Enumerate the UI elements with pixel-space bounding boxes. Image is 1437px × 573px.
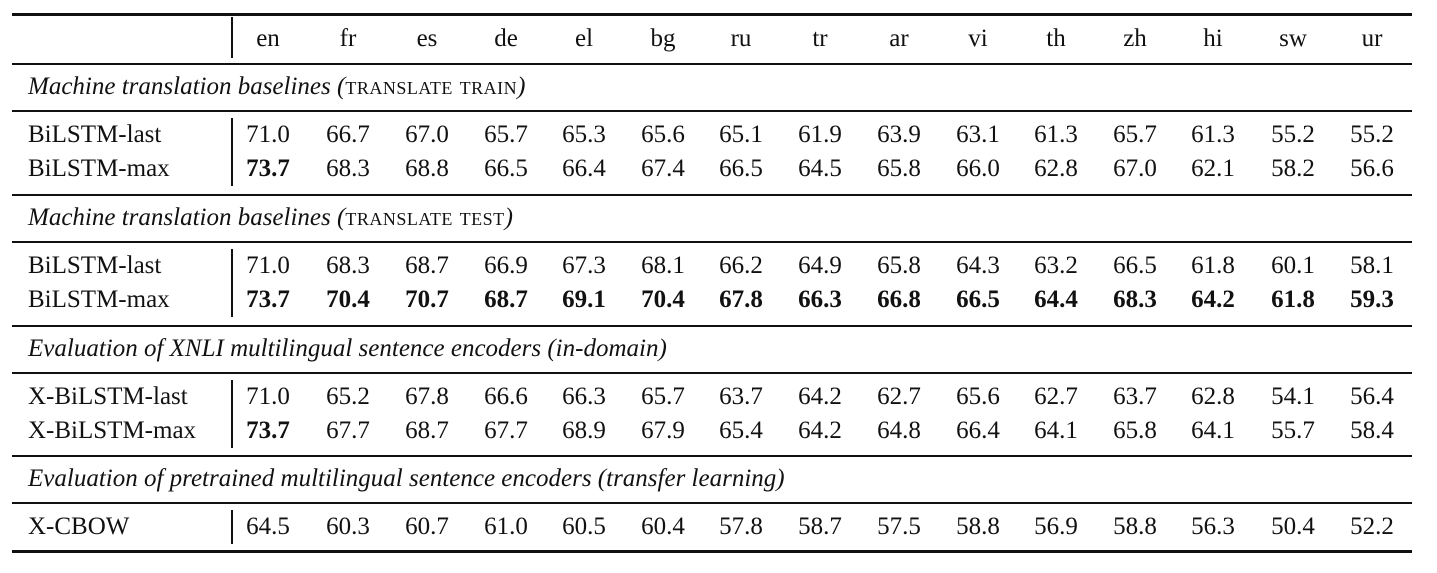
section-title-smallcaps: translate train [345, 73, 518, 100]
row-label: BiLSTM-last [28, 252, 162, 279]
header-ru: ru [730, 25, 752, 52]
value-hi: 64.1 [1191, 417, 1235, 444]
header-el: el [574, 25, 594, 52]
header-zh: zh [1123, 25, 1147, 52]
row-label: BiLSTM-max [28, 155, 170, 182]
header-bg: bg [650, 25, 676, 52]
value-el: 68.9 [562, 417, 606, 444]
value-fr: 66.7 [326, 121, 370, 148]
section-title-text: Machine translation baselines ( [28, 204, 346, 231]
value-ur: 52.2 [1350, 513, 1394, 540]
value-hi: 62.8 [1191, 383, 1235, 410]
value-sw: 50.4 [1271, 513, 1315, 540]
mid-rule [12, 110, 1412, 112]
table-row [12, 152, 1412, 186]
value-ar: 57.5 [877, 513, 921, 540]
value-vi: 65.6 [956, 383, 1000, 410]
header-ur: ur [1361, 25, 1383, 52]
value-bg: 65.6 [641, 121, 685, 148]
value-de: 66.9 [484, 252, 528, 279]
header-en: en [256, 25, 280, 52]
header-sw: sw [1279, 25, 1307, 52]
value-tr: 64.2 [798, 417, 842, 444]
value-de: 67.7 [484, 417, 528, 444]
value-hi: 61.3 [1191, 121, 1235, 148]
table-row [12, 118, 1412, 152]
value-vi: 66.0 [956, 155, 1000, 182]
value-vi: 66.4 [956, 417, 1000, 444]
value-ar: 63.9 [877, 121, 921, 148]
value-el: 69.1 [562, 286, 606, 313]
value-ar: 66.8 [877, 286, 921, 313]
value-tr: 64.2 [798, 383, 842, 410]
value-el: 66.4 [562, 155, 606, 182]
value-vi: 63.1 [956, 121, 1000, 148]
row-label: X-BiLSTM-last [28, 383, 188, 410]
value-de: 68.7 [484, 286, 528, 313]
value-tr: 61.9 [798, 121, 842, 148]
value-sw: 55.7 [1271, 417, 1315, 444]
mid-rule [12, 241, 1412, 243]
value-tr: 64.5 [798, 155, 842, 182]
value-ur: 58.1 [1350, 252, 1394, 279]
value-ru: 65.1 [719, 121, 763, 148]
value-es: 68.7 [405, 252, 449, 279]
value-bg: 65.7 [641, 383, 685, 410]
value-sw: 55.2 [1271, 121, 1315, 148]
row-label: BiLSTM-max [28, 286, 170, 313]
value-th: 62.8 [1034, 155, 1078, 182]
value-ru: 57.8 [719, 513, 763, 540]
value-de: 66.5 [484, 155, 528, 182]
section-title-text: Evaluation of XNLI multilingual sentence encoders (in-domain) [28, 335, 667, 362]
value-es: 68.7 [405, 417, 449, 444]
row-label: X-CBOW [28, 513, 130, 540]
value-th: 64.4 [1034, 286, 1078, 313]
value-el: 66.3 [562, 383, 606, 410]
header-tr: tr [812, 25, 828, 52]
value-bg: 67.9 [641, 417, 685, 444]
value-sw: 58.2 [1271, 155, 1315, 182]
row-label: X-BiLSTM-max [28, 417, 197, 444]
value-en: 73.7 [246, 155, 290, 182]
mid-rule [12, 455, 1412, 457]
value-ur: 56.6 [1350, 155, 1394, 182]
value-ru: 66.2 [719, 252, 763, 279]
header-de: de [494, 25, 518, 52]
value-vi: 58.8 [956, 513, 1000, 540]
value-en: 73.7 [246, 417, 290, 444]
value-th: 62.7 [1034, 383, 1078, 410]
section-title [28, 462, 785, 496]
table-row [12, 510, 1412, 544]
section-title-text: Evaluation of pretrained multilingual sentence encoders (transfer learning) [28, 465, 785, 492]
value-bg: 70.4 [641, 286, 685, 313]
value-ur: 58.4 [1350, 417, 1394, 444]
top-rule [12, 13, 1412, 16]
mid-rule [12, 372, 1412, 374]
section-title-smallcaps: translate test [345, 204, 505, 231]
row-label: BiLSTM-last [28, 121, 162, 148]
header-fr: fr [339, 25, 357, 52]
value-ru: 65.4 [719, 417, 763, 444]
value-bg: 67.4 [641, 155, 685, 182]
header-hi: hi [1203, 25, 1223, 52]
mid-rule [12, 194, 1412, 196]
value-ur: 59.3 [1350, 286, 1394, 313]
mid-rule [12, 502, 1412, 504]
value-hi: 56.3 [1191, 513, 1235, 540]
section-title-end: ) [517, 73, 526, 100]
value-sw: 60.1 [1271, 252, 1315, 279]
value-th: 56.9 [1034, 513, 1078, 540]
value-el: 67.3 [562, 252, 606, 279]
value-fr: 65.2 [326, 383, 370, 410]
value-de: 66.6 [484, 383, 528, 410]
value-sw: 61.8 [1271, 286, 1315, 313]
value-fr: 67.7 [326, 417, 370, 444]
table-row [12, 283, 1412, 317]
value-fr: 68.3 [326, 252, 370, 279]
value-fr: 70.4 [326, 286, 370, 313]
value-ru: 63.7 [719, 383, 763, 410]
value-th: 61.3 [1034, 121, 1078, 148]
section-title-text: Machine translation baselines ( [28, 73, 346, 100]
value-zh: 65.8 [1113, 417, 1157, 444]
value-es: 68.8 [405, 155, 449, 182]
header-row [12, 22, 1412, 56]
value-en: 73.7 [246, 286, 290, 313]
value-es: 67.8 [405, 383, 449, 410]
value-tr: 64.9 [798, 252, 842, 279]
value-es: 60.7 [405, 513, 449, 540]
value-ur: 55.2 [1350, 121, 1394, 148]
value-ru: 66.5 [719, 155, 763, 182]
value-vi: 64.3 [956, 252, 1000, 279]
value-vi: 66.5 [956, 286, 1000, 313]
header-ar: ar [889, 25, 909, 52]
bottom-rule [12, 550, 1412, 553]
value-el: 60.5 [562, 513, 606, 540]
value-zh: 66.5 [1113, 252, 1157, 279]
value-hi: 64.2 [1191, 286, 1235, 313]
value-bg: 60.4 [641, 513, 685, 540]
value-ru: 67.8 [719, 286, 763, 313]
value-bg: 68.1 [641, 252, 685, 279]
value-hi: 62.1 [1191, 155, 1235, 182]
mid-rule [12, 63, 1412, 65]
value-hi: 61.8 [1191, 252, 1235, 279]
value-zh: 65.7 [1113, 121, 1157, 148]
value-fr: 60.3 [326, 513, 370, 540]
section-title [28, 332, 667, 366]
value-ar: 62.7 [877, 383, 921, 410]
header-vi: vi [968, 25, 988, 52]
value-es: 67.0 [405, 121, 449, 148]
value-zh: 67.0 [1113, 155, 1157, 182]
value-de: 65.7 [484, 121, 528, 148]
value-zh: 68.3 [1113, 286, 1157, 313]
value-ar: 65.8 [877, 155, 921, 182]
value-en: 71.0 [246, 383, 290, 410]
header-th: th [1046, 25, 1066, 52]
section-title [28, 201, 513, 235]
section-title-end: ) [504, 204, 513, 231]
value-es: 70.7 [405, 286, 449, 313]
mid-rule [12, 325, 1412, 327]
header-es: es [416, 25, 438, 52]
value-sw: 54.1 [1271, 383, 1315, 410]
table-row [12, 380, 1412, 414]
value-tr: 58.7 [798, 513, 842, 540]
value-de: 61.0 [484, 513, 528, 540]
value-fr: 68.3 [326, 155, 370, 182]
value-ar: 64.8 [877, 417, 921, 444]
value-tr: 66.3 [798, 286, 842, 313]
value-th: 63.2 [1034, 252, 1078, 279]
value-en: 71.0 [246, 252, 290, 279]
value-th: 64.1 [1034, 417, 1078, 444]
value-el: 65.3 [562, 121, 606, 148]
value-ur: 56.4 [1350, 383, 1394, 410]
value-en: 71.0 [246, 121, 290, 148]
value-ar: 65.8 [877, 252, 921, 279]
section-title [28, 70, 525, 104]
value-zh: 63.7 [1113, 383, 1157, 410]
table-row [12, 249, 1412, 283]
value-zh: 58.8 [1113, 513, 1157, 540]
value-en: 64.5 [246, 513, 290, 540]
table-row [12, 414, 1412, 448]
